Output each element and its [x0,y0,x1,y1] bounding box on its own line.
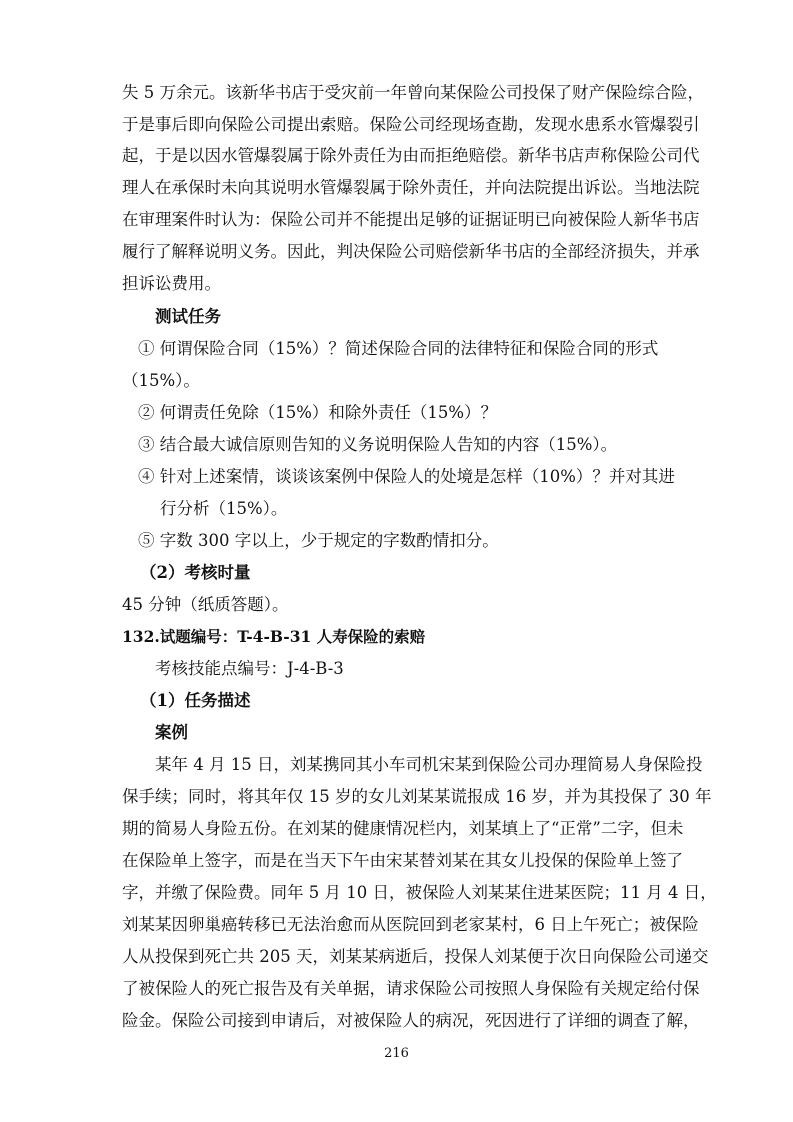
exam-time-text: 45 分钟（纸质答题）。 [122,595,289,614]
paragraph-line: 在审理案件时认为：保险公司并不能提出足够的证据证明已向被保险人新华书店 [122,210,700,229]
item-heading: 132.试题编号：T-4-B-31 人寿保险的索赔 [122,627,426,646]
task-item: 行分析（15%）。 [160,499,288,518]
page-number: 216 [384,1046,409,1061]
paragraph-line: 失 5 万余元。该新华书店于受灾前一年曾向某保险公司投保了财产保险综合险， [122,83,704,102]
task-item: ① 何谓保险合同（15%）？简述保险合同的法律特征和保险合同的形式 [138,339,659,358]
task-item: （15%）。 [122,371,200,390]
paragraph-line: 刘某某因卵巢癌转移已无法治愈而从医院回到老家某村，6 日上午死亡；被保险 [122,915,699,934]
paragraph-line: 险金。保险公司接到申请后，对被保险人的病况，死因进行了详细的调查了解， [122,1011,700,1030]
paragraph-line: 人从投保到死亡共 205 天，刘某某病逝后，投保人刘某便于次日向保险公司递交 [122,947,709,966]
skill-point: 考核技能点编号：J-4-B-3 [155,659,344,678]
paragraph-line: 期的简易人身险五份。在刘某的健康情况栏内，刘某填上了“正常”二字，但未 [122,819,684,838]
paragraph-line: 理人在承保时未向其说明水管爆裂属于除外责任，并向法院提出诉讼。当地法院 [122,178,700,197]
task-item: ② 何谓责任免除（15%）和除外责任（15%）？ [138,403,498,422]
task-desc-title: （1）任务描述 [140,691,251,710]
paragraph-line: 字，并缴了保险费。同年 5 月 10 日，被保险人刘某某住进某医院；11 月 4 日， [122,883,717,902]
paragraph-line: 担诉讼费用。 [122,274,221,293]
paragraph-line: 在保险单上签字，而是在当天下午由宋某替刘某在其女儿投保的保险单上签了 [122,851,683,870]
paragraph-line: 某年 4 月 15 日，刘某携同其小车司机宋某到保险公司办理简易人身保险投 [155,755,703,774]
task-item: ④ 针对上述案情，谈谈该案例中保险人的处境是怎样（10%）？并对其进 [138,467,675,486]
exam-time-title: （2）考核时量 [140,563,251,582]
task-item: ③ 结合最大诚信原则告知的义务说明保险人告知的内容（15%）。 [138,435,618,454]
paragraph-line: 起，于是以因水管爆裂属于除外责任为由而拒绝赔偿。新华书店声称保险公司代 [122,146,700,165]
paragraph-line: 履行了解释说明义务。因此，判决保险公司赔偿新华书店的全部经济损失，并承 [122,242,700,261]
paragraph-line: 于是事后即向保险公司提出索赔。保险公司经现场查勘，发现水患系水管爆裂引 [122,115,700,134]
task-item: ⑤ 字数 300 字以上，少于规定的字数酌情扣分。 [138,531,499,550]
paragraph-line: 了被保险人的死亡报告及有关单据，请求保险公司按照人身保险有关规定给付保 [122,979,700,998]
case-title: 案例 [155,723,188,742]
paragraph-line: 保手续；同时，将其年仅 15 岁的女儿刘某某谎报成 16 岁，并为其投保了 30 年 [122,787,712,806]
test-tasks-title: 测试任务 [155,307,221,326]
